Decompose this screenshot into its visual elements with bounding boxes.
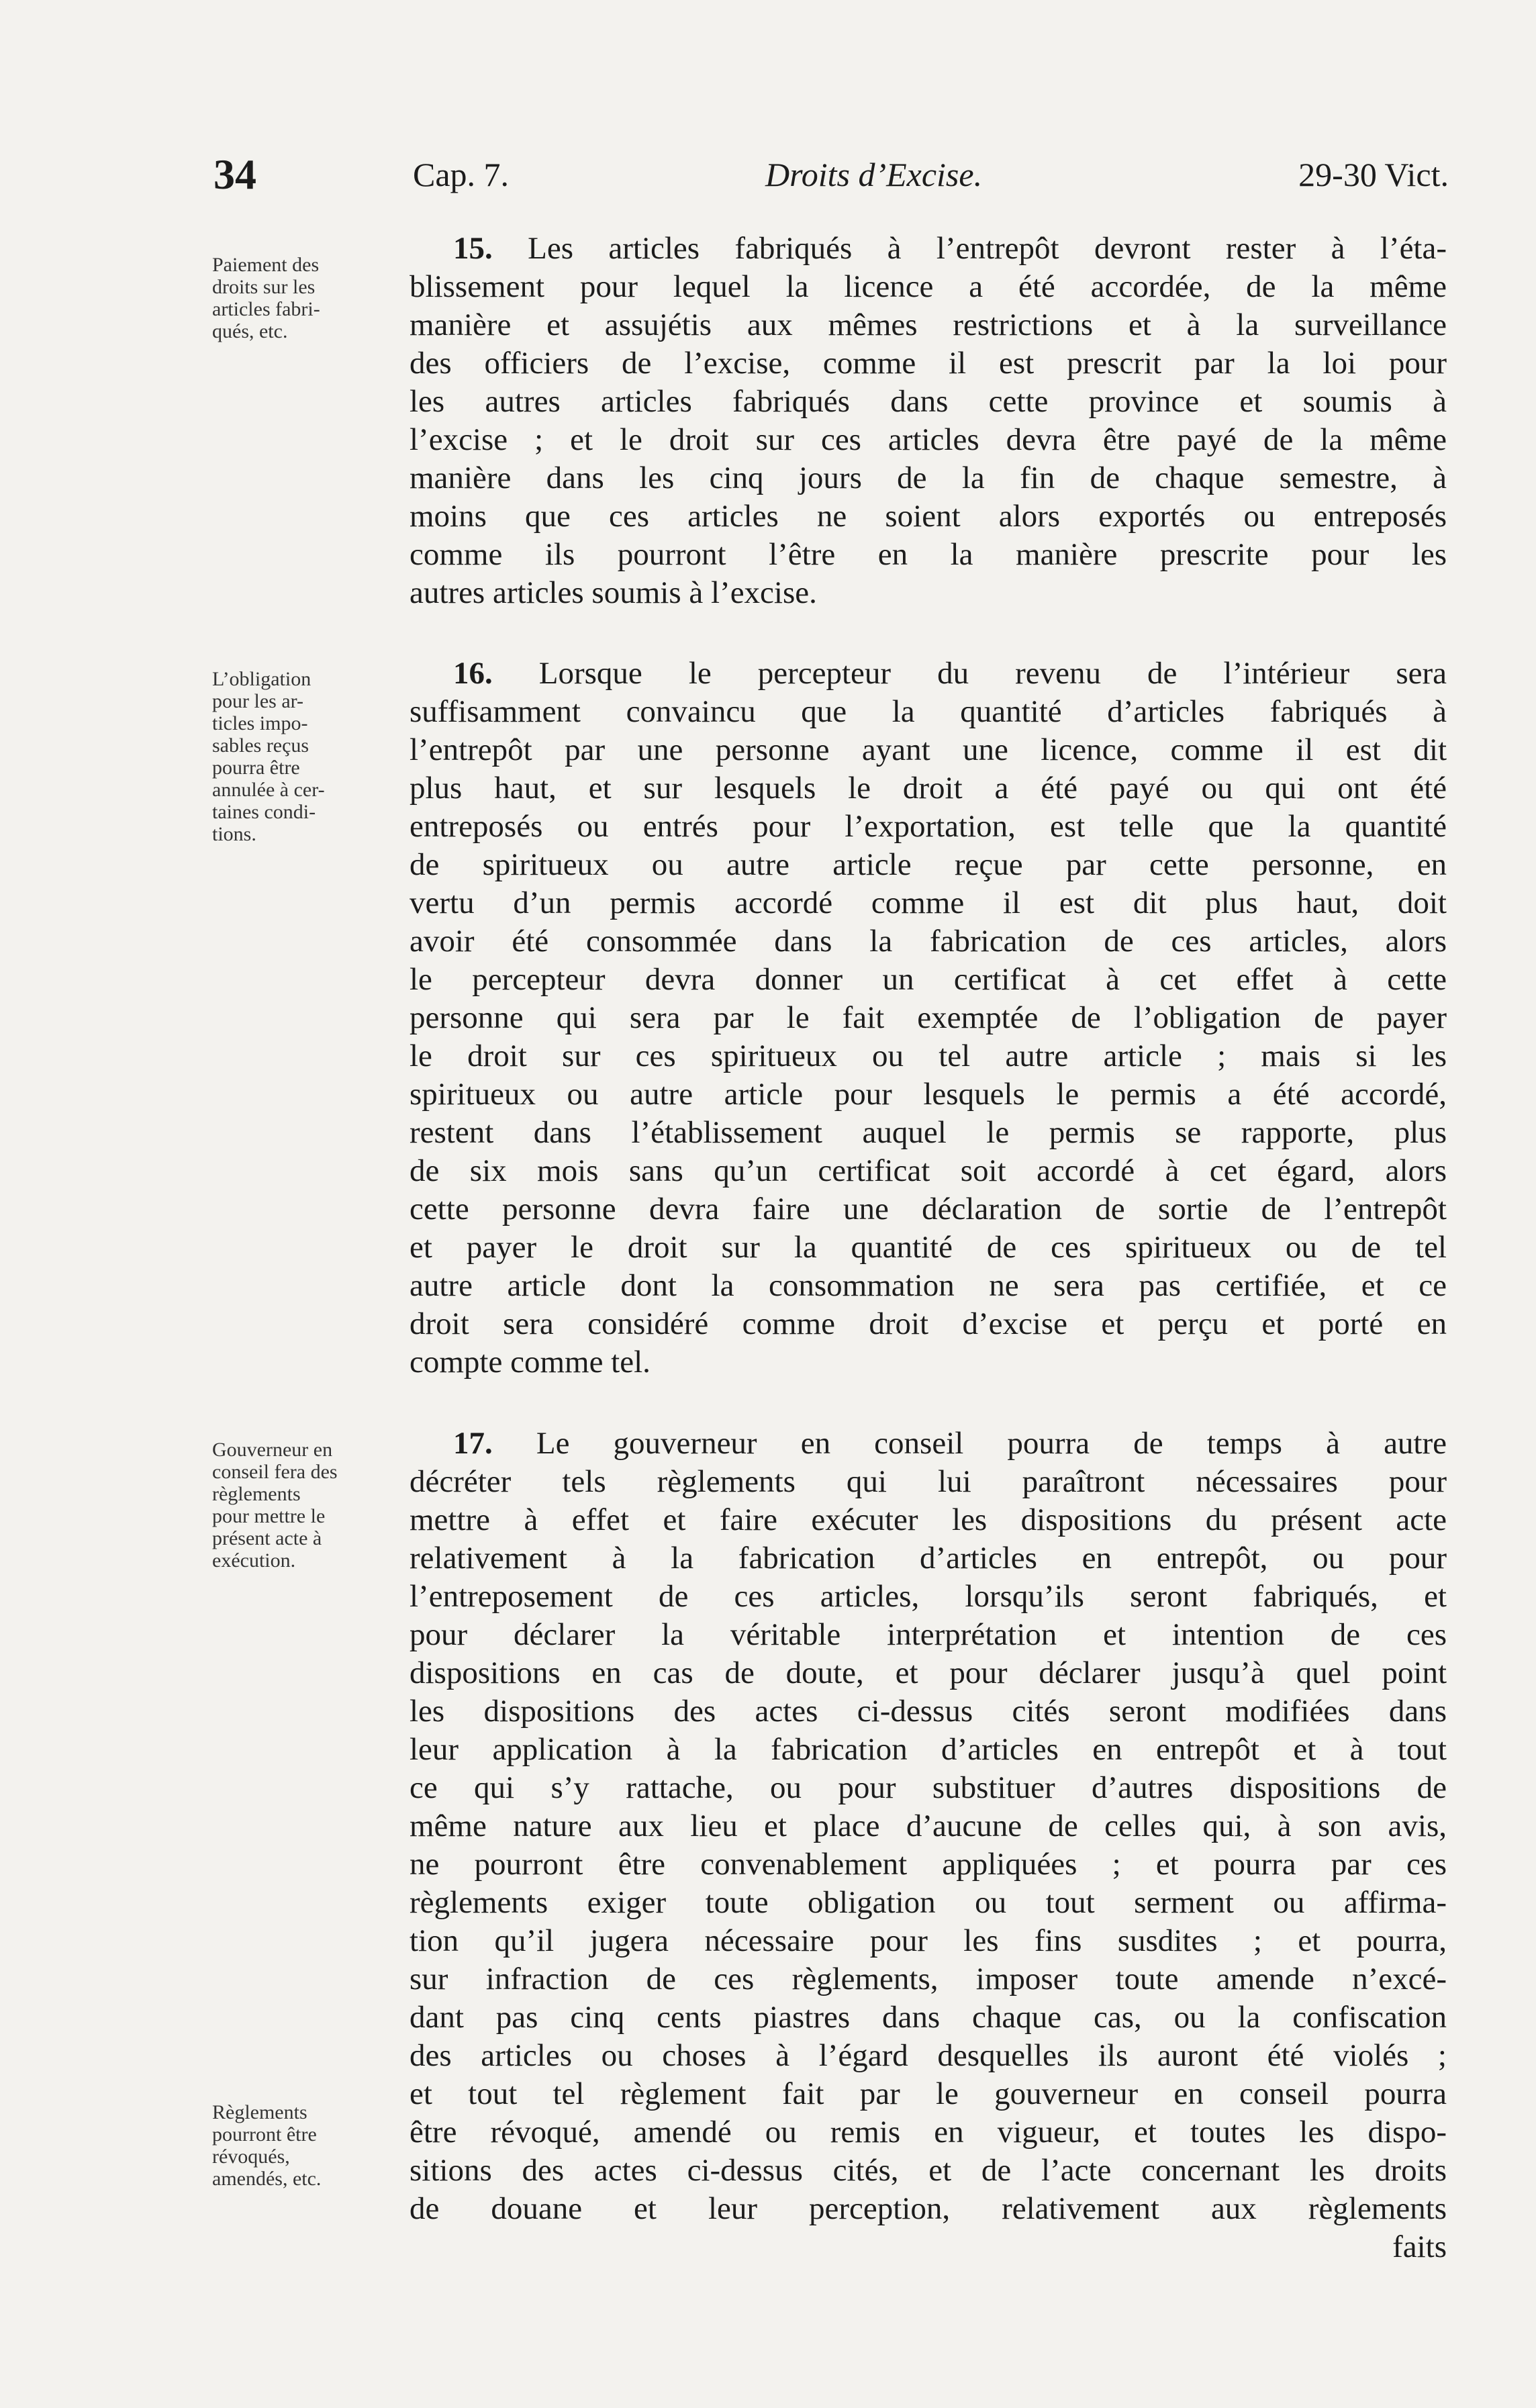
text-line: manière dans les cinq jours de la fin de chaque semestre, à [410,461,1447,495]
section-number: 16. [453,656,493,691]
text-line: des articles ou choses à l’égard desquelles ils auront été violés ; [410,2038,1447,2073]
text-line: l’entrepôt par une personne ayant une licence, comme il est dit [410,732,1447,767]
text-line: restent dans l’établissement auquel le permis se rapporte, plus [410,1115,1447,1150]
margin-note-line: pour mettre le [212,1505,326,1527]
margin-note-line: qués, etc. [212,320,288,342]
text-line: sitions des actes ci-dessus cités, et de l’acte concernant les droits [410,2153,1447,2188]
text-line: tion qu’il jugera nécessaire pour les fins susdites ; et pourra, [410,1923,1447,1958]
margin-note-line: amendés, etc. [212,2168,322,2190]
text-line: cette personne devra faire une déclaration de sortie de l’entrepôt [410,1192,1447,1226]
text-line: suffisamment convaincu que la quantité d’articles fabriqués à [410,694,1447,729]
text-line: pour déclarer la véritable interprétation et intention de ces [410,1617,1447,1652]
catchword: faits [1392,2229,1447,2264]
text-line: blissement pour lequel la licence a été accordée, de la même [410,269,1447,304]
section-number: 17. [453,1426,493,1461]
margin-note-line: Règlements [212,2101,307,2123]
text-line: le droit sur ces spiritueux ou tel autre article ; mais si les [410,1039,1447,1073]
margin-note-line: règlements [212,1483,301,1505]
margin-note-line: pourra être [212,757,300,779]
text-line: ce qui s’y rattache, ou pour substituer d’autres dispositions de [410,1770,1447,1805]
margin-note-line: présent acte à [212,1527,322,1549]
margin-note-line: pourront être [212,2123,317,2146]
text-line: et payer le droit sur la quantité de ces spiritueux ou de tel [410,1230,1447,1265]
section-17 [410,1425,1447,2266]
text-line: ne pourront être convenablement appliquées ; et pourra par ces [410,1847,1447,1882]
section-16 [410,655,1447,1382]
text-line: spiritueux ou autre article pour lesquels le permis a été accordé, [410,1077,1447,1112]
text-line: des officiers de l’excise, comme il est prescrit par la loi pour [410,346,1447,381]
text-line: de six mois sans qu’un certificat soit accordé à cet égard, alors [410,1153,1447,1188]
regnal-year: 29-30 Vict. [1298,156,1449,193]
margin-note-line: Gouverneur en [212,1439,333,1461]
text-line: autres articles soumis à l’excise. [410,575,817,610]
margin-note-governor [212,1439,403,1572]
text-line: 17. Le gouverneur en conseil pourra de temps à autre [453,1426,1447,1461]
text-line: l’entreposement de ces articles, lorsqu’ils seront fabriqués, et [410,1579,1447,1614]
text-line: et tout tel règlement fait par le gouverneur en conseil pourra [410,2076,1447,2111]
text-line: dant pas cinq cents piastres dans chaque cas, ou la confiscation [410,2000,1447,2035]
text-line: droit sera considéré comme droit d’excise et perçu et porté en [410,1306,1447,1341]
text-line: moins que ces articles ne soient alors exportés ou entreposés [410,499,1447,534]
page-number: 34 [213,150,256,198]
text-line: autre article dont la consommation ne sera pas certifiée, et ce [410,1268,1447,1303]
margin-note-line: Paiement des [212,254,320,276]
margin-note-line: tions. [212,823,256,845]
text-line: plus haut, et sur lesquels le droit a été payé ou qui ont été [410,771,1447,806]
text-line: 15. Les articles fabriqués à l’entrepôt devront rester à l’éta- [453,231,1447,266]
text-line: 16. Lorsque le percepteur du revenu de l’intérieur sera [453,656,1447,691]
margin-note-line: conseil fera des [212,1461,338,1483]
chapter-label: Cap. 7. [413,156,510,193]
margin-note-line: taines condi- [212,801,316,823]
margin-note-line: ticles impo- [212,712,308,734]
page-title: Droits d’Excise. [765,156,983,193]
text-line: règlements exiger toute obligation ou tout serment ou affirma- [410,1885,1447,1920]
text-line: manière et assujétis aux mêmes restrictions et à la surveillance [410,307,1447,342]
margin-note-line: annulée à cer- [212,779,325,801]
margin-note-line: pour les ar- [212,690,304,712]
text-line: de spiritueux ou autre article reçue par cette personne, en [410,847,1447,882]
text-line: relativement à la fabrication d’articles en entrepôt, ou pour [410,1541,1447,1576]
margin-note-line: révoqués, [212,2146,290,2168]
text-line: vertu d’un permis accordé comme il est dit plus haut, doit [410,885,1447,920]
text-line: décréter tels règlements qui lui paraîtront nécessaires pour [410,1464,1447,1499]
text-line: sur infraction de ces règlements, imposer toute amende n’excé- [410,1962,1447,1996]
margin-note-line: articles fabri- [212,298,320,320]
text-line: les dispositions des actes ci-dessus cités seront modifiées dans [410,1694,1447,1729]
text-line: mettre à effet et faire exécuter les dispositions du présent acte [410,1502,1447,1537]
margin-note-line: L’obligation [212,668,311,690]
margin-note-regulations [212,2101,403,2190]
text-line: leur application à la fabrication d’articles en entrepôt et à tout [410,1732,1447,1767]
margin-note-line: sables reçus [212,734,309,757]
margin-note-obligation [212,668,403,845]
text-line: même nature aux lieu et place d’aucune de celles qui, à son avis, [410,1809,1447,1843]
text-line: personne qui sera par le fait exemptée de l’obligation de payer [410,1000,1447,1035]
text-line: de douane et leur perception, relativement aux règlements [410,2191,1447,2226]
text-line: entreposés ou entrés pour l’exportation, est telle que la quantité [410,809,1447,844]
margin-note-line: exécution. [212,1549,296,1572]
text-line: l’excise ; et le droit sur ces articles devra être payé de la même [410,422,1447,457]
section-15 [410,230,1447,612]
text-line: compte comme tel. [410,1345,651,1380]
text-line: dispositions en cas de doute, et pour déclarer jusqu’à quel point [410,1655,1447,1690]
text-line: le percepteur devra donner un certificat à cet effet à cette [410,962,1447,997]
section-number: 15. [453,231,493,266]
text-line: être révoqué, amendé ou remis en vigueur, et toutes les dispo- [410,2115,1447,2150]
text-line: les autres articles fabriqués dans cette province et soumis à [410,384,1447,419]
margin-note-payment [212,254,403,342]
text-line: comme ils pourront l’être en la manière prescrite pour les [410,537,1447,572]
margin-note-line: droits sur les [212,276,316,298]
text-line: avoir été consommée dans la fabrication de ces articles, alors [410,924,1447,959]
